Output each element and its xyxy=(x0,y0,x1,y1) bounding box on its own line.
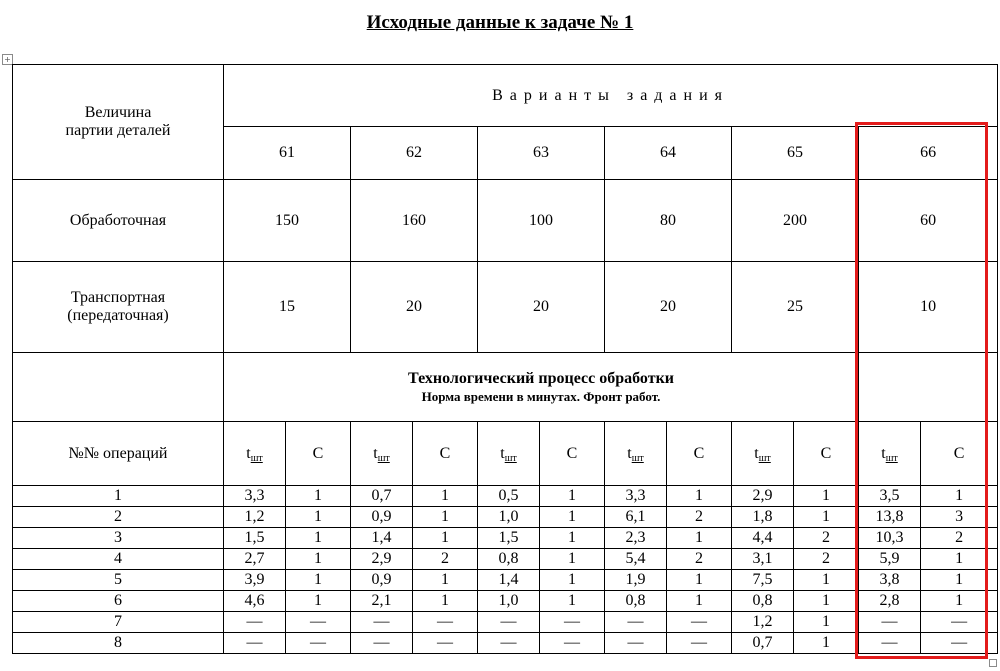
time-norm-cell: 2,3 xyxy=(605,528,667,549)
work-front-cell: 1 xyxy=(667,570,732,591)
work-front-header: С xyxy=(540,422,605,486)
time-norm-cell: 3,5 xyxy=(859,486,921,507)
variant-number: 62 xyxy=(351,127,478,180)
variant-number: 61 xyxy=(224,127,351,180)
time-norm-cell: — xyxy=(351,612,413,633)
transport-value: 20 xyxy=(351,262,478,353)
work-front-cell: 1 xyxy=(921,486,998,507)
work-front-cell: 2 xyxy=(413,549,478,570)
work-front-cell: — xyxy=(413,612,478,633)
work-front-cell: 2 xyxy=(667,507,732,528)
transport-value: 20 xyxy=(605,262,732,353)
work-front-header: С xyxy=(286,422,351,486)
time-symbol: t xyxy=(881,444,886,462)
time-subscript: шт xyxy=(631,452,644,464)
work-front-cell: 3 xyxy=(921,507,998,528)
time-norm-cell: 5,9 xyxy=(859,549,921,570)
time-norm-cell: 1,4 xyxy=(478,570,540,591)
work-front-cell: 1 xyxy=(794,486,859,507)
transport-batch-row xyxy=(13,262,998,353)
time-norm-cell: 3,1 xyxy=(732,549,794,570)
time-norm-cell: 0,8 xyxy=(478,549,540,570)
processing-value: 60 xyxy=(859,180,998,262)
work-front-cell: 2 xyxy=(667,549,732,570)
empty-cell xyxy=(13,353,224,422)
time-norm-cell: 6,1 xyxy=(605,507,667,528)
work-front-header: С xyxy=(921,422,998,486)
time-norm-header xyxy=(478,422,540,486)
time-norm-cell: 3,3 xyxy=(605,486,667,507)
time-norm-cell: 0,8 xyxy=(732,591,794,612)
time-norm-cell: — xyxy=(478,612,540,633)
operation-number: 5 xyxy=(13,570,224,591)
work-front-cell: — xyxy=(921,633,998,654)
time-norm-cell: 3,8 xyxy=(859,570,921,591)
work-front-cell: 1 xyxy=(667,591,732,612)
processing-value: 80 xyxy=(605,180,732,262)
variant-number: 66 xyxy=(859,127,998,180)
work-front-cell: — xyxy=(286,612,351,633)
work-front-cell: 1 xyxy=(921,570,998,591)
processing-label: Обработочная xyxy=(13,180,224,262)
source-data-table xyxy=(12,64,998,654)
work-front-cell: — xyxy=(540,612,605,633)
time-norm-header xyxy=(605,422,667,486)
time-subscript: шт xyxy=(504,452,517,464)
time-subscript: шт xyxy=(758,452,771,464)
time-norm-cell: 2,9 xyxy=(351,549,413,570)
work-front-cell: 1 xyxy=(286,528,351,549)
work-front-cell: 1 xyxy=(413,570,478,591)
time-norm-cell: 3,3 xyxy=(224,486,286,507)
time-norm-cell: 5,4 xyxy=(605,549,667,570)
operations-label: №№ операций xyxy=(13,422,224,486)
time-norm-cell: 1,9 xyxy=(605,570,667,591)
operation-number: 4 xyxy=(13,549,224,570)
operation-number: 1 xyxy=(13,486,224,507)
work-front-cell: 1 xyxy=(667,528,732,549)
time-norm-cell: 1,8 xyxy=(732,507,794,528)
operation-number: 8 xyxy=(13,633,224,654)
time-norm-cell: 1,5 xyxy=(224,528,286,549)
work-front-cell: — xyxy=(667,633,732,654)
document-title: Исходные данные к задаче № 1 xyxy=(366,12,634,33)
transport-value: 10 xyxy=(859,262,998,353)
time-norm-header xyxy=(224,422,286,486)
table-move-handle-icon[interactable]: + xyxy=(2,54,13,65)
work-front-cell: 1 xyxy=(921,591,998,612)
work-front-header: С xyxy=(413,422,478,486)
processing-value: 160 xyxy=(351,180,478,262)
time-norm-header xyxy=(351,422,413,486)
time-norm-cell: 0,5 xyxy=(478,486,540,507)
time-norm-cell: 3,9 xyxy=(224,570,286,591)
work-front-cell: 1 xyxy=(794,570,859,591)
table-row xyxy=(13,591,998,612)
processing-value: 100 xyxy=(478,180,605,262)
time-norm-cell: 10,3 xyxy=(859,528,921,549)
time-norm-cell: 2,9 xyxy=(732,486,794,507)
time-norm-cell: — xyxy=(351,633,413,654)
time-norm-cell: — xyxy=(224,612,286,633)
operation-number: 2 xyxy=(13,507,224,528)
work-front-header: С xyxy=(794,422,859,486)
work-front-cell: 2 xyxy=(794,549,859,570)
time-norm-cell: 1,4 xyxy=(351,528,413,549)
time-norm-cell: 0,9 xyxy=(351,570,413,591)
operations-body xyxy=(13,486,998,654)
work-front-cell: 1 xyxy=(540,549,605,570)
time-norm-cell: 7,5 xyxy=(732,570,794,591)
work-front-cell: 1 xyxy=(540,528,605,549)
work-front-cell: 1 xyxy=(794,591,859,612)
work-front-cell: 1 xyxy=(286,570,351,591)
time-norm-cell: — xyxy=(605,633,667,654)
time-norm-cell: 13,8 xyxy=(859,507,921,528)
work-front-cell: 1 xyxy=(667,486,732,507)
process-header xyxy=(224,353,859,422)
work-front-cell: 1 xyxy=(540,486,605,507)
time-norm-cell: 0,7 xyxy=(351,486,413,507)
variant-number: 64 xyxy=(605,127,732,180)
time-subscript: шт xyxy=(250,452,263,464)
work-front-cell: 2 xyxy=(794,528,859,549)
time-symbol: t xyxy=(500,444,505,462)
time-norm-cell: — xyxy=(478,633,540,654)
work-front-cell: 1 xyxy=(540,570,605,591)
time-norm-cell: — xyxy=(859,633,921,654)
work-front-cell: 1 xyxy=(921,549,998,570)
time-norm-cell: 0,8 xyxy=(605,591,667,612)
time-norm-cell: 4,4 xyxy=(732,528,794,549)
time-symbol: t xyxy=(627,444,632,462)
time-norm-cell: 4,6 xyxy=(224,591,286,612)
time-subscript: шт xyxy=(885,452,898,464)
time-norm-cell: 0,9 xyxy=(351,507,413,528)
transport-value: 20 xyxy=(478,262,605,353)
work-front-cell: 2 xyxy=(921,528,998,549)
work-front-cell: 1 xyxy=(413,591,478,612)
time-symbol: t xyxy=(373,444,378,462)
time-norm-cell: — xyxy=(224,633,286,654)
work-front-cell: 1 xyxy=(413,528,478,549)
table-row xyxy=(13,528,998,549)
time-subscript: шт xyxy=(377,452,390,464)
variant-number: 65 xyxy=(732,127,859,180)
transport-label: Транспортная (передаточная) xyxy=(13,262,224,353)
time-norm-cell: 1,2 xyxy=(732,612,794,633)
process-subtitle: Норма времени в минутах. Фронт работ. xyxy=(421,388,661,404)
time-symbol: t xyxy=(246,444,251,462)
time-norm-cell: 1,0 xyxy=(478,591,540,612)
work-front-cell: 1 xyxy=(413,486,478,507)
table-row xyxy=(13,633,998,654)
work-front-cell: 1 xyxy=(286,549,351,570)
time-norm-cell: 0,7 xyxy=(732,633,794,654)
processing-value: 150 xyxy=(224,180,351,262)
table-row xyxy=(13,612,998,633)
work-front-cell: — xyxy=(540,633,605,654)
time-norm-cell: 2,8 xyxy=(859,591,921,612)
operations-header-row xyxy=(13,422,998,486)
work-front-cell: 1 xyxy=(794,612,859,633)
time-norm-cell: — xyxy=(605,612,667,633)
time-norm-cell: 1,2 xyxy=(224,507,286,528)
work-front-cell: 1 xyxy=(540,507,605,528)
work-front-cell: 1 xyxy=(540,591,605,612)
table-row xyxy=(13,549,998,570)
operation-number: 6 xyxy=(13,591,224,612)
process-title: Технологический процесс обработки xyxy=(408,369,674,387)
time-norm-cell: 1,5 xyxy=(478,528,540,549)
work-front-cell: 1 xyxy=(794,633,859,654)
time-norm-header xyxy=(859,422,921,486)
time-symbol: t xyxy=(754,444,759,462)
table-row xyxy=(13,486,998,507)
time-norm-cell: 1,0 xyxy=(478,507,540,528)
operation-number: 3 xyxy=(13,528,224,549)
transport-value: 15 xyxy=(224,262,351,353)
work-front-cell: — xyxy=(286,633,351,654)
processing-batch-row xyxy=(13,180,998,262)
work-front-cell: 1 xyxy=(413,507,478,528)
work-front-cell: — xyxy=(413,633,478,654)
empty-cell xyxy=(859,353,998,422)
process-header-row xyxy=(13,353,998,422)
work-front-cell: 1 xyxy=(286,507,351,528)
time-norm-cell: 2,1 xyxy=(351,591,413,612)
work-front-cell: — xyxy=(667,612,732,633)
table-row xyxy=(13,570,998,591)
time-norm-header xyxy=(732,422,794,486)
batch-size-header: Величина партии деталей xyxy=(13,65,224,180)
processing-value: 200 xyxy=(732,180,859,262)
work-front-cell: — xyxy=(921,612,998,633)
time-norm-cell: 2,7 xyxy=(224,549,286,570)
variants-header: Варианты задания xyxy=(224,65,998,127)
time-norm-cell: — xyxy=(859,612,921,633)
work-front-cell: 1 xyxy=(286,486,351,507)
operation-number: 7 xyxy=(13,612,224,633)
work-front-cell: 1 xyxy=(286,591,351,612)
transport-value: 25 xyxy=(732,262,859,353)
work-front-header: С xyxy=(667,422,732,486)
work-front-cell: 1 xyxy=(794,507,859,528)
variant-number: 63 xyxy=(478,127,605,180)
table-row xyxy=(13,507,998,528)
table-resize-handle-icon[interactable] xyxy=(989,659,997,667)
